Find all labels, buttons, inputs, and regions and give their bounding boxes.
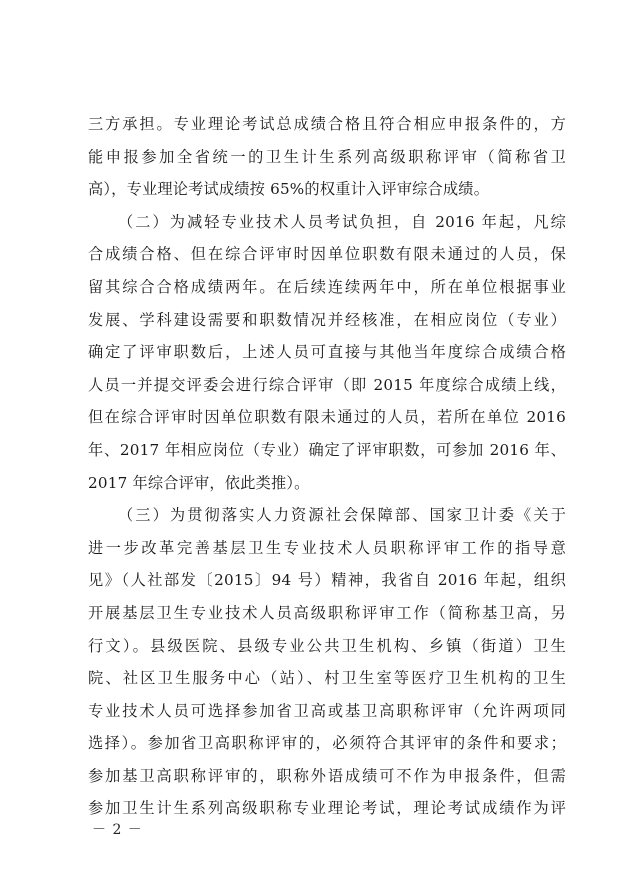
text-line: 留其综合合格成绩两年。在后续连续两年中，所在单位根据事业 — [88, 277, 566, 296]
text-line: 合成绩合格、但在综合评审时因单位职数有限未通过的人员，保 — [88, 245, 566, 264]
text-line: 参加基卫高职称评审的，职称外语成绩可不作为申报条件，但需 — [88, 766, 566, 785]
text-line: 年、2017 年相应岗位（专业）确定了评审职数，可参加 2016 年、 — [88, 440, 566, 459]
text-line: 能申报参加全省统一的卫生计生系列高级职称评审（简称省卫 — [88, 147, 566, 166]
text-line: 确定了评审职数后，上述人员可直接与其他当年度综合成绩合格 — [88, 343, 566, 362]
page-number: － 2 － — [92, 822, 143, 838]
text-line: 但在综合评审时因单位职数有限未通过的人员，若所在单位 2016 — [88, 408, 566, 427]
body-text — [88, 108, 566, 825]
text-line: 发展、学科建设需要和职数情况并经核准，在相应岗位（专业） — [88, 310, 566, 329]
text-line: 高），专业理论考试成绩按 65%的权重计入评审综合成绩。 — [88, 180, 490, 199]
text-line: 人员一并提交评委会进行综合评审（即 2015 年度综合成绩上线， — [88, 375, 566, 394]
text-line: 开展基层卫生专业技术人员高级职称评审工作（简称基卫高，另 — [88, 603, 566, 622]
text-line: 三方承担。专业理论考试总成绩合格且符合相应申报条件的，方 — [88, 115, 566, 133]
text-line: （三）为贯彻落实人力资源社会保障部、国家卫计委《关于 — [118, 506, 566, 525]
text-line: 参加卫生计生系列高级职称专业理论考试，理论考试成绩作为评 — [88, 799, 566, 818]
text-line: 专业技术人员可选择参加省卫高或基卫高职称评审（允许两项同 — [88, 701, 566, 720]
text-line: 进一步改革完善基层卫生专业技术人员职称评审工作的指导意 — [88, 538, 566, 557]
text-line: （二）为减轻专业技术人员考试负担，自 2016 年起，凡综 — [118, 212, 566, 231]
text-line: 见》（人社部发〔2015〕94 号）精神，我省自 2016 年起，组织 — [88, 571, 566, 590]
text-line: 行文）。县级医院、县级专业公共卫生机构、乡镇（街道）卫生 — [88, 636, 566, 655]
text-line: 2017 年综合评审，依此类推）。 — [88, 473, 310, 492]
text-line: 选择）。参加省卫高职称评审的，必须符合其评审的条件和要求； — [88, 734, 566, 753]
text-line: 院、社区卫生服务中心（站）、村卫生室等医疗卫生机构的卫生 — [88, 669, 566, 688]
